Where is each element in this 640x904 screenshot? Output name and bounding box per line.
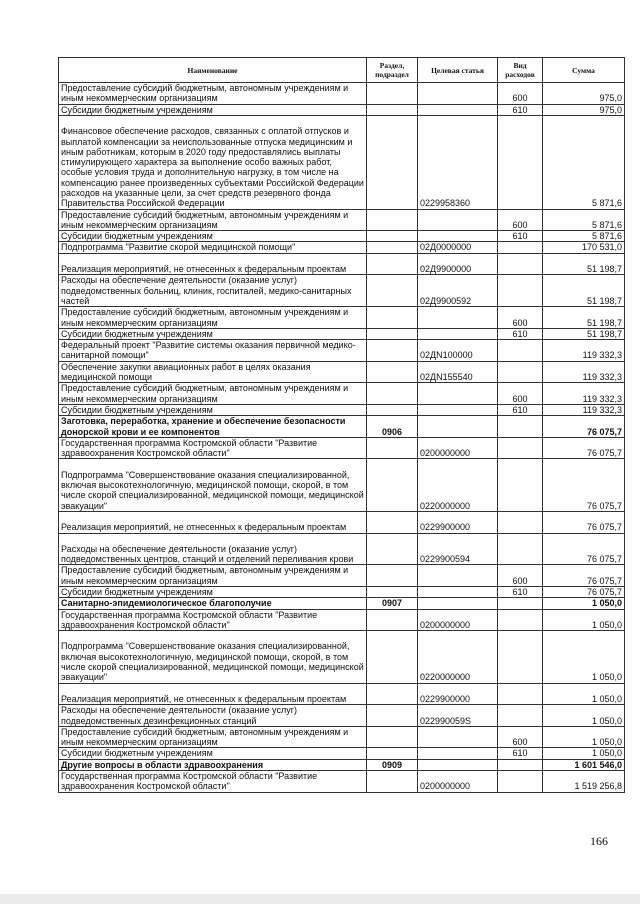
table-row [59,209,625,231]
row-name: Предоставление субсидий бюджетным, автономным учреждениям и иным некоммерческим организациям [59,83,367,105]
row-sum: 76 075,7 [543,586,625,597]
row-name: Другие вопросы в области здравоохранения [59,759,367,770]
table-row [59,275,625,307]
row-section [367,533,418,565]
row-section [367,307,418,329]
table-row [59,609,625,631]
row-name: Подпрограмма "Совершенствование оказания специализированной, включая высокотехнологичную, медицинской помощи, скорой, в том числе скорой специализированной, медицинской помощи, медицинской эвакуации" [59,459,367,512]
row-name: Субсидии бюджетным учреждениям [59,404,367,415]
row-target: 0229958360 [418,115,498,209]
row-target [418,231,498,242]
row-target: 0200000000 [418,771,498,793]
row-sum: 975,0 [543,83,625,105]
row-target [418,383,498,405]
row-name: Предоставление субсидий бюджетным, автономным учреждениям и иным некоммерческим организациям [59,383,367,405]
row-section [367,437,418,459]
row-target [418,83,498,105]
row-sum: 5 871,6 [543,209,625,231]
table-row [59,416,625,438]
row-type: 610 [498,231,543,242]
row-type: 600 [498,209,543,231]
table-row [59,231,625,242]
row-sum: 1 050,0 [543,748,625,759]
table-row [59,705,625,727]
row-type [498,771,543,793]
row-sum: 170 531,0 [543,242,625,253]
row-sum: 1 050,0 [543,631,625,684]
row-name: Расходы на обеспечение деятельности (оказание услуг) подведомственных больниц, клиник, госпиталей, медико-санитарных частей [59,275,367,307]
table-row [59,759,625,770]
table-row [59,565,625,587]
row-section [367,609,418,631]
row-target: 0220000000 [418,631,498,684]
table-row [59,361,625,383]
row-section [367,83,418,105]
row-name: Обеспечение закупки авиационных работ в целях оказания медицинской помощи [59,361,367,383]
row-name: Финансовое обеспечение расходов, связанных с оплатой отпусков и выплатой компенсации за неиспользованные отпуска медицинским и иным работникам, которым в 2020 году предоставлялись выплаты стимулирующего характера за выполнение особо важных работ, особые условия труда и дополнительную нагрузку, в том числе на компенсацию ранее произведенных субъектами Российской Федерации расходов на указанные цели, за счет средств резервного фонда Правительства Российской Федерации [59,115,367,209]
row-name: Предоставление субсидий бюджетным, автономным учреждениям и иным некоммерческим организациям [59,565,367,587]
header-type: Вид расходов [498,58,543,83]
row-name: Предоставление субсидий бюджетным, автономным учреждениям и иным некоммерческим организациям [59,726,367,748]
row-sum: 1 050,0 [543,598,625,609]
row-sum: 5 871,6 [543,115,625,209]
row-type [498,759,543,770]
row-type: 600 [498,726,543,748]
row-sum: 119 332,3 [543,404,625,415]
row-name: Реализация мероприятий, не отнесенных к федеральным проектам [59,683,367,705]
row-target [418,209,498,231]
row-type [498,253,543,275]
row-sum: 5 871,6 [543,231,625,242]
row-name: Заготовка, переработка, хранение и обеспечение безопасности донорской крови и ее компонентов [59,416,367,438]
row-target [418,598,498,609]
row-section: 0909 [367,759,418,770]
table-row [59,459,625,512]
table-row [59,104,625,115]
table-row [59,404,625,415]
row-type [498,115,543,209]
row-section [367,209,418,231]
row-target: 02Д0000000 [418,242,498,253]
row-sum: 1 050,0 [543,683,625,705]
row-sum: 51 198,7 [543,253,625,275]
row-section [367,511,418,533]
row-type: 610 [498,586,543,597]
row-sum: 76 075,7 [543,437,625,459]
table-row [59,253,625,275]
row-section [367,631,418,684]
row-name: Расходы на обеспечение деятельности (оказание услуг) подведомственных дезинфекционных станций [59,705,367,727]
row-section [367,340,418,362]
row-type [498,361,543,383]
row-name: Подпрограмма "Развитие скорой медицинской помощи" [59,242,367,253]
row-type: 610 [498,404,543,415]
row-target: 022990059S [418,705,498,727]
row-section: 0907 [367,598,418,609]
row-target: 02ДN100000 [418,340,498,362]
row-sum: 119 332,3 [543,383,625,405]
row-sum: 119 332,3 [543,340,625,362]
row-type: 610 [498,328,543,339]
row-section [367,683,418,705]
table-row [59,586,625,597]
row-type [498,416,543,438]
row-target: 0220000000 [418,459,498,512]
table-row [59,631,625,684]
row-section [367,115,418,209]
row-target [418,759,498,770]
table-row [59,437,625,459]
table-row [59,598,625,609]
row-name: Государственная программа Костромской области "Развитие здравоохранения Костромской области" [59,437,367,459]
table-row [59,533,625,565]
row-type [498,533,543,565]
row-target: 0229900000 [418,511,498,533]
table-row [59,83,625,105]
row-type [498,275,543,307]
table-row [59,242,625,253]
row-section [367,748,418,759]
row-name: Государственная программа Костромской области "Развитие здравоохранения Костромской области" [59,609,367,631]
header-sum: Сумма [543,58,625,83]
row-name: Реализация мероприятий, не отнесенных к федеральным проектам [59,511,367,533]
table-header-row [59,58,625,83]
row-section: 0906 [367,416,418,438]
row-section [367,104,418,115]
budget-table [58,57,625,793]
row-name: Санитарно-эпидемиологическое благополучие [59,598,367,609]
table-row [59,683,625,705]
row-type: 600 [498,83,543,105]
header-section: Раздел, подраздел [367,58,418,83]
row-target: 02ДN155540 [418,361,498,383]
row-section [367,383,418,405]
row-section [367,361,418,383]
row-target [418,104,498,115]
row-section [367,726,418,748]
row-target: 0200000000 [418,437,498,459]
row-type: 610 [498,748,543,759]
row-name: Подпрограмма "Совершенствование оказания специализированной, включая высокотехнологичную, медицинской помощи, скорой, в том числе скорой специализированной, медицинской помощи, медицинской эвакуации" [59,631,367,684]
row-sum: 1 050,0 [543,726,625,748]
table-row [59,511,625,533]
row-type [498,459,543,512]
row-target [418,328,498,339]
row-target [418,748,498,759]
row-type: 600 [498,565,543,587]
row-target: 0229900000 [418,683,498,705]
row-sum: 76 075,7 [543,533,625,565]
row-type [498,340,543,362]
row-type: 610 [498,104,543,115]
row-name: Субсидии бюджетным учреждениям [59,586,367,597]
row-sum: 1 050,0 [543,705,625,727]
row-name: Субсидии бюджетным учреждениям [59,231,367,242]
row-section [367,328,418,339]
row-sum: 1 050,0 [543,609,625,631]
row-section [367,404,418,415]
row-type: 600 [498,383,543,405]
row-section [367,275,418,307]
row-name: Государственная программа Костромской области "Развитие здравоохранения Костромской области" [59,771,367,793]
table-body [59,83,625,793]
table-row [59,328,625,339]
row-type [498,437,543,459]
row-name: Субсидии бюджетным учреждениям [59,328,367,339]
row-target: 0229900594 [418,533,498,565]
row-type [498,683,543,705]
row-sum: 119 332,3 [543,361,625,383]
table-row [59,726,625,748]
row-type [498,598,543,609]
row-sum: 51 198,7 [543,328,625,339]
row-sum: 76 075,7 [543,511,625,533]
row-type [498,705,543,727]
row-section [367,586,418,597]
row-sum: 1 519 256,8 [543,771,625,793]
row-target [418,726,498,748]
row-sum: 76 075,7 [543,565,625,587]
row-type [498,511,543,533]
row-name: Реализация мероприятий, не отнесенных к федеральным проектам [59,253,367,275]
row-type [498,609,543,631]
row-sum: 1 601 546,0 [543,759,625,770]
page-number: 166 [590,834,608,848]
row-name: Субсидии бюджетным учреждениям [59,104,367,115]
row-target [418,416,498,438]
row-section [367,242,418,253]
row-section [367,253,418,275]
bottom-band [0,894,640,904]
row-section [367,705,418,727]
row-section [367,459,418,512]
table-row [59,115,625,209]
row-name: Субсидии бюджетным учреждениям [59,748,367,759]
header-target: Целевая статья [418,58,498,83]
row-name: Предоставление субсидий бюджетным, автономным учреждениям и иным некоммерческим организациям [59,307,367,329]
row-target: 02Д9900000 [418,253,498,275]
table-row [59,340,625,362]
row-target: 0200000000 [418,609,498,631]
row-section [367,565,418,587]
row-section [367,771,418,793]
table-row [59,307,625,329]
row-sum: 76 075,7 [543,459,625,512]
row-target: 02Д9900592 [418,275,498,307]
row-target [418,307,498,329]
row-sum: 76 075,7 [543,416,625,438]
row-sum: 975,0 [543,104,625,115]
row-name: Расходы на обеспечение деятельности (оказание услуг) подведомственных центров, станций и отделений переливания крови [59,533,367,565]
row-name: Предоставление субсидий бюджетным, автономным учреждениям и иным некоммерческим организациям [59,209,367,231]
table-row [59,748,625,759]
row-type [498,631,543,684]
table-row [59,383,625,405]
row-type: 600 [498,307,543,329]
row-section [367,231,418,242]
row-target [418,404,498,415]
row-name: Федеральный проект "Развитие системы оказания первичной медико-санитарной помощи" [59,340,367,362]
row-target [418,586,498,597]
row-sum: 51 198,7 [543,307,625,329]
header-name: Наименование [59,58,367,83]
row-sum: 51 198,7 [543,275,625,307]
row-target [418,565,498,587]
table-row [59,771,625,793]
row-type [498,242,543,253]
